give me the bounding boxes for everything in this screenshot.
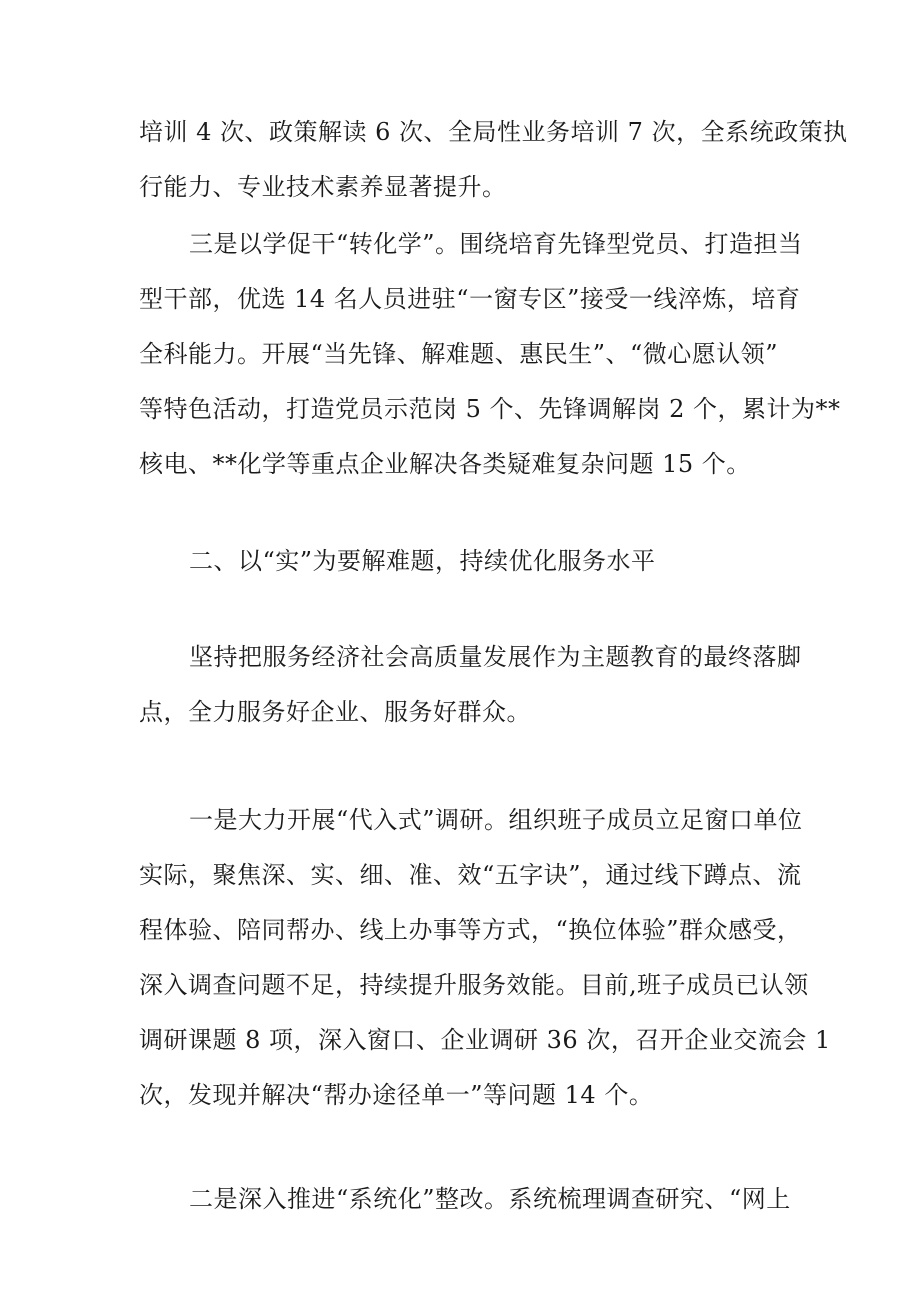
text-line: 实际，聚焦深、实、细、准、效“五字诀”，通过线下蹲点、流 — [139, 861, 802, 889]
text-line: 核电、**化学等重点企业解决各类疑难复杂问题 15 个。 — [139, 450, 751, 478]
text-line: 三是以学促干“转化学”。围绕培育先锋型党员、打造担当 — [189, 230, 803, 258]
text-line: 全科能力。开展“当先锋、解难题、惠民生”、“微心愿认领” — [139, 340, 779, 368]
text-line: 型干部，优选 14 名人员进驻“一窗专区”接受一线淬炼，培育 — [139, 285, 801, 313]
text-line: 深入调查问题不足，持续提升服务效能。目前,班子成员已认领 — [139, 971, 809, 999]
heading-text: 二、以“实”为要解难题，持续优化服务水平 — [189, 547, 656, 575]
text-line: 一是大力开展“代入式”调研。组织班子成员立足窗口单位 — [189, 806, 803, 834]
text-line: 等特色活动，打造党员示范岗 5 个、先锋调解岗 2 个，累计为** — [139, 395, 841, 423]
text-line: 点，全力服务好企业、服务好群众。 — [139, 698, 531, 726]
text-line: 行能力、专业技术素养显著提升。 — [139, 173, 507, 201]
text-line: 坚持把服务经济社会高质量发展作为主题教育的最终落脚 — [189, 643, 802, 671]
text-line: 程体验、陪同帮办、线上办事等方式，“换位体验”群众感受， — [139, 916, 802, 944]
text-line: 培训 4 次、政策解读 6 次、全局性业务培训 7 次，全系统政策执 — [139, 118, 848, 146]
text-line: 次，发现并解决“帮办途径单一”等问题 14 个。 — [139, 1081, 654, 1109]
text-line: 调研课题 8 项，深入窗口、企业调研 36 次，召开企业交流会 1 — [139, 1026, 831, 1054]
text-line: 二是深入推进“系统化”整改。系统梳理调查研究、“网上 — [189, 1185, 791, 1213]
